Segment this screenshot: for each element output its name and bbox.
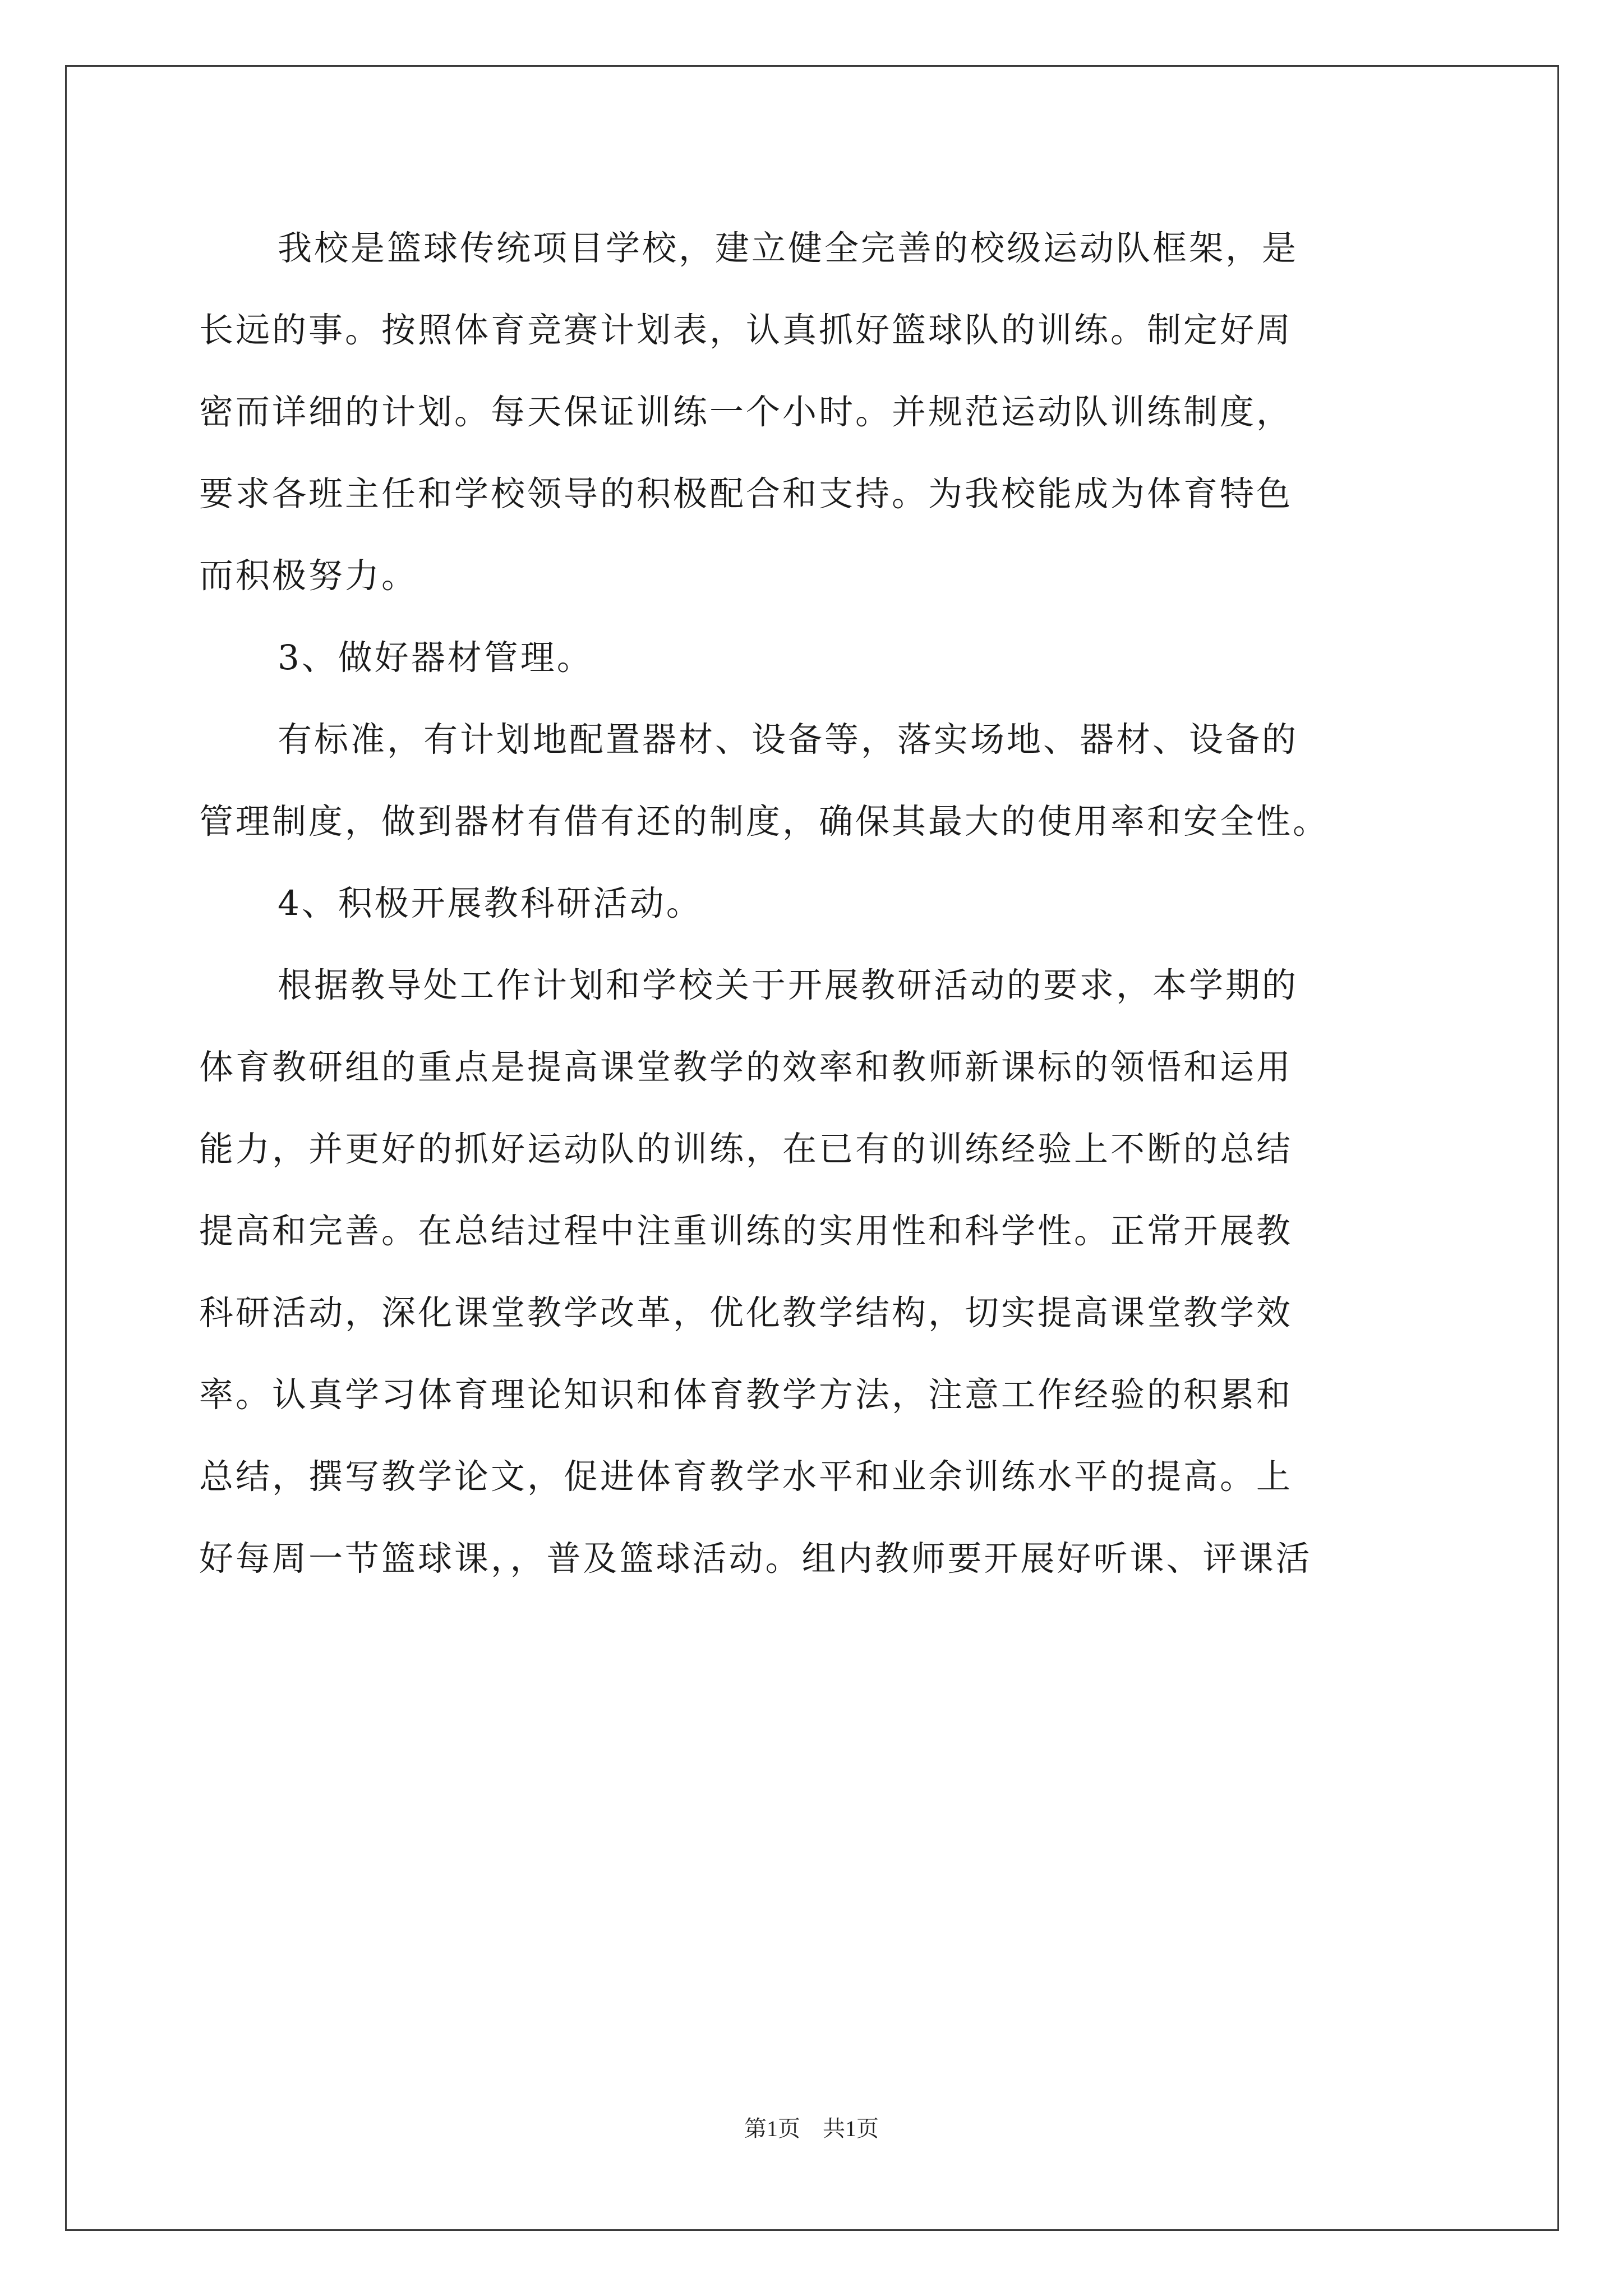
- paragraph-line: 根据教导处工作计划和学校关于开展教研活动的要求，本学期的: [278, 965, 1299, 1005]
- paragraph-line: 提高和完善。在总结过程中注重训练的实用性和科学性。正常开展教: [199, 1211, 1293, 1251]
- paragraph-line: 能力，并更好的抓好运动队的训练，在已有的训练经验上不断的总结: [199, 1129, 1293, 1169]
- paragraph-line: 管理制度，做到器材有借有还的制度，确保其最大的使用率和安全性。: [199, 802, 1330, 841]
- paragraph-line: 要求各班主任和学校领导的积极配合和支持。为我校能成为体育特色: [199, 474, 1293, 514]
- paragraph-line: 率。认真学习体育理论知识和体育教学方法，注意工作经验的积累和: [199, 1375, 1293, 1415]
- paragraph-line: 科研活动，深化课堂教学改革，优化教学结构，切实提高课堂教学效: [199, 1293, 1293, 1333]
- paragraph-line: 总结，撰写教学论文，促进体育教学水平和业余训练水平的提高。上: [199, 1457, 1293, 1497]
- section-heading: 3、做好器材管理。: [278, 638, 593, 678]
- paragraph-line: 长远的事。按照体育竞赛计划表，认真抓好篮球队的训练。制定好周: [199, 310, 1293, 350]
- paragraph-line: 我校是篮球传统项目学校，建立健全完善的校级运动队框架，是: [278, 228, 1299, 268]
- document-body: [199, 208, 1433, 1600]
- paragraph-line: 体育教研组的重点是提高课堂教学的效率和教师新课标的领悟和运用: [199, 1047, 1293, 1087]
- paragraph-line: 有标准，有计划地配置器材、设备等，落实场地、器材、设备的: [278, 720, 1299, 760]
- paragraph-line: 好每周一节篮球课，，普及篮球活动。组内教师要开展好听课、评课活: [199, 1539, 1312, 1579]
- section-heading: 4、积极开展教科研活动。: [278, 884, 703, 923]
- paragraph-line: 而积极努力。: [199, 556, 418, 596]
- paragraph-line: 密而详细的计划。每天保证训练一个小时。并规范运动队训练制度，: [199, 392, 1293, 432]
- page-number-footer: 第1页 共1页: [744, 2116, 879, 2141]
